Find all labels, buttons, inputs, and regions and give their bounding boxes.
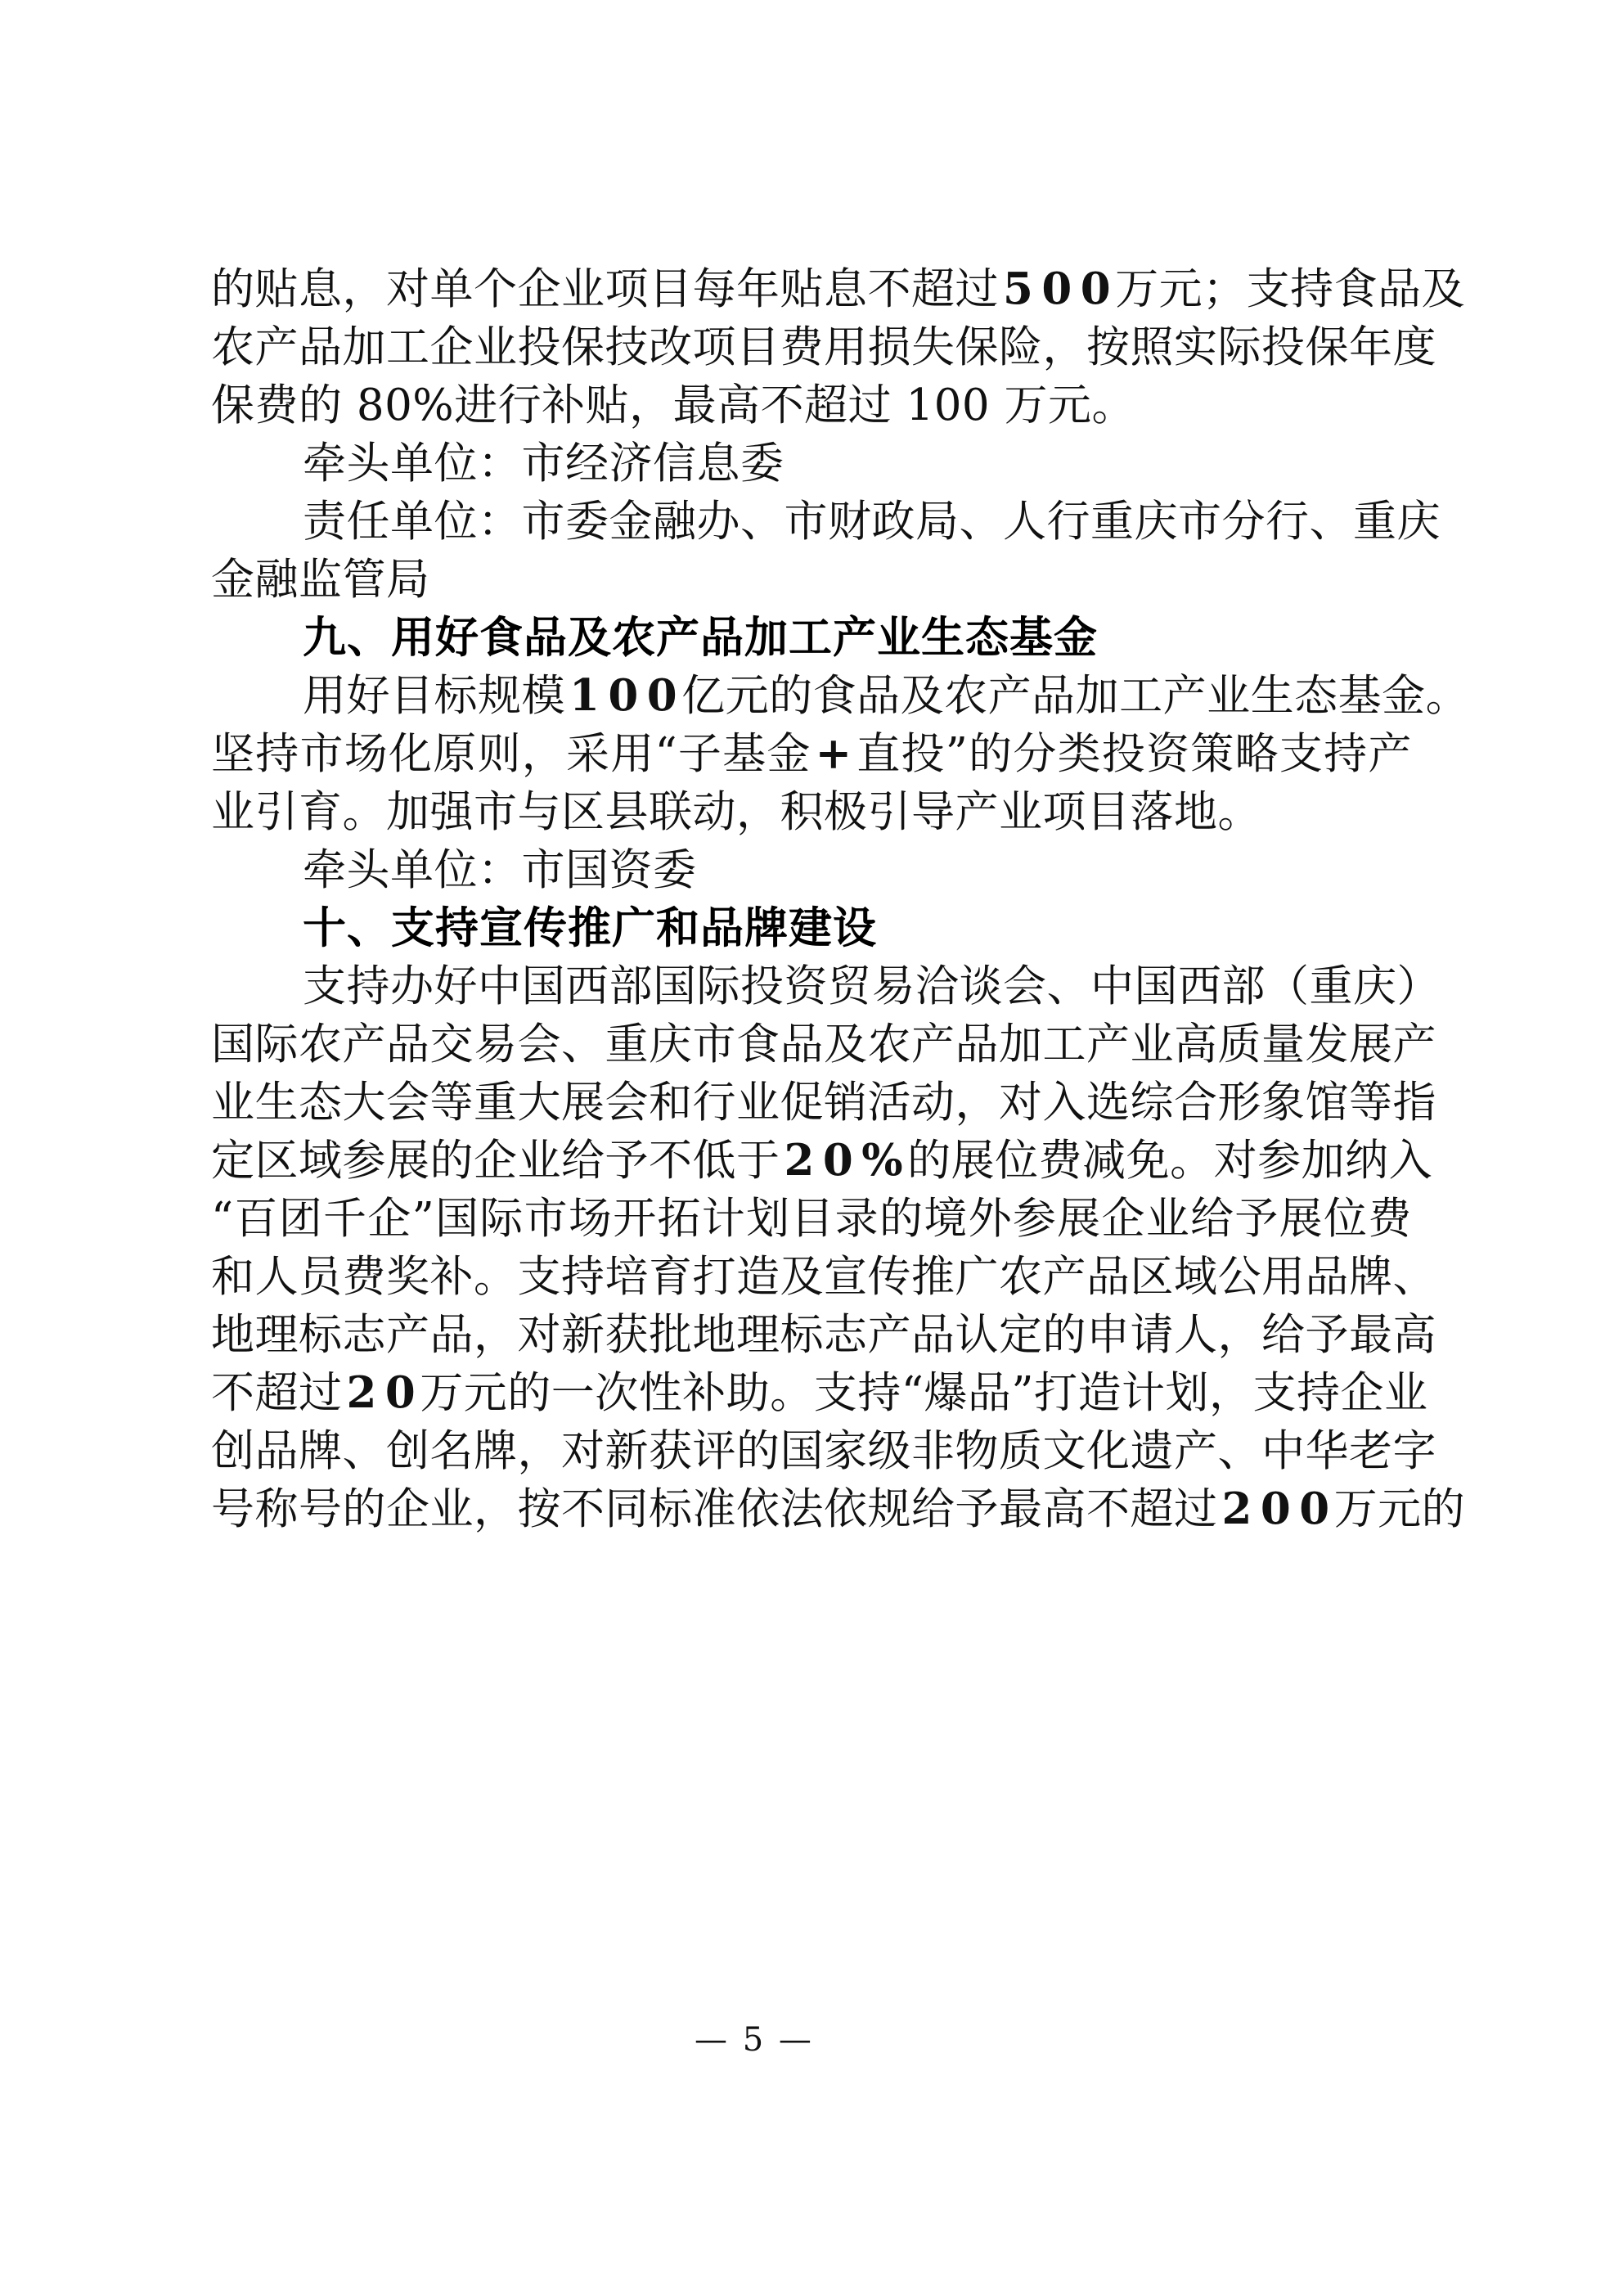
body-text-line: 地 理 标 志 产 品 ， 对 新 获 批 地 理 标 志 产 品 认 定 的 申 请 人 ， 给 予 最 高	[211, 1310, 1436, 1360]
body-text-line: 和 人 员 费 奖 补 。 支 持 培 育 打 造 及 宣 传 推 广 农 产 品 区 域 公 用 品 牌 、	[211, 1252, 1436, 1302]
section-heading: 九、用好食品及农产品加工产业生态基金	[303, 613, 1098, 663]
body-text-line: 业 生 态 大 会 等 重 大 展 会 和 行 业 促 销 活 动 ， 对 入 选 综 合 形 象 馆 等 指	[211, 1078, 1436, 1128]
body-text-line: 农 产 品 加 工 企 业 投 保 技 改 项 目 费 用 损 失 保 险 ， 按 照 实 际 投 保 年 度	[211, 322, 1436, 372]
body-text-line: 创 品 牌 、 创 名 牌 ， 对 新 获 评 的 国 家 级 非 物 质 文 化 遗 产 、 中 华 老 字	[211, 1426, 1436, 1476]
body-text-line: 定 区 域 参 展 的 企 业 给 予 不 低 于 2 0 % 的 展 位 费 减 免 。 对 参 加 纳 入	[211, 1135, 1433, 1186]
body-text-line: 保费的 80%进行补贴，最高不超过 100 万元。	[211, 380, 1136, 430]
body-text-line: 号 称 号 的 企 业 ， 按 不 同 标 准 依 法 依 规 给 予 最 高 不 超 过 2 0 0 万 元 的	[211, 1483, 1466, 1534]
body-text-line: 牵头单位：市国资委	[303, 845, 697, 895]
document-body	[211, 260, 1470, 1538]
body-text-line: 用 好 目 标 规 模 1 0 0 亿 元 的 食 品 及 农 产 品 加 工 产 业 生 态 基 金 。	[303, 670, 1470, 721]
body-text-line: 国 际 农 产 品 交 易 会 、 重 庆 市 食 品 及 农 产 品 加 工 产 业 高 质 量 发 展 产	[211, 1020, 1436, 1069]
body-text-line: 坚 持 市 场 化 原 则 ， 采 用 “ 子 基 金 + 直 投 ” 的 分 类 投 资 策 略 支 持 产	[211, 728, 1412, 779]
body-text-line: “ 百 团 千 企 ” 国 际 市 场 开 拓 计 划 目 录 的 境 外 参 展 企 业 给 予 展 位 费	[211, 1194, 1412, 1244]
section-heading: 十、支持宣传推广和品牌建设	[303, 903, 877, 953]
body-text-line: 业引育。加强市与区县联动，积极引导产业项目落地。	[211, 787, 1261, 837]
body-text-line: 的 贴 息 ， 对 单 个 企 业 项 目 每 年 贴 息 不 超 过 5 0 0 万 元 ； 支 持 食 品 及	[211, 263, 1466, 314]
body-text-line: 不 超 过 2 0 万 元 的 一 次 性 补 助 。 支 持 “ 爆 品 ” 打 造 计 划 ， 支 持 企 业	[211, 1367, 1428, 1418]
body-text-line: 支 持 办 好 中 国 西 部 国 际 投 资 贸 易 洽 谈 会 、 中 国 西 部 （ 重 庆 ）	[303, 961, 1441, 1011]
page-number-footer: — 5 —	[695, 2021, 814, 2059]
body-text-line: 责 任 单 位 ： 市 委 金 融 办 、 市 财 政 局 、 人 行 重 庆 市 分 行 、 重 庆	[303, 497, 1441, 547]
body-text-line: 金融监管局	[211, 555, 430, 605]
body-text-line: 牵头单位：市经济信息委	[303, 439, 785, 488]
